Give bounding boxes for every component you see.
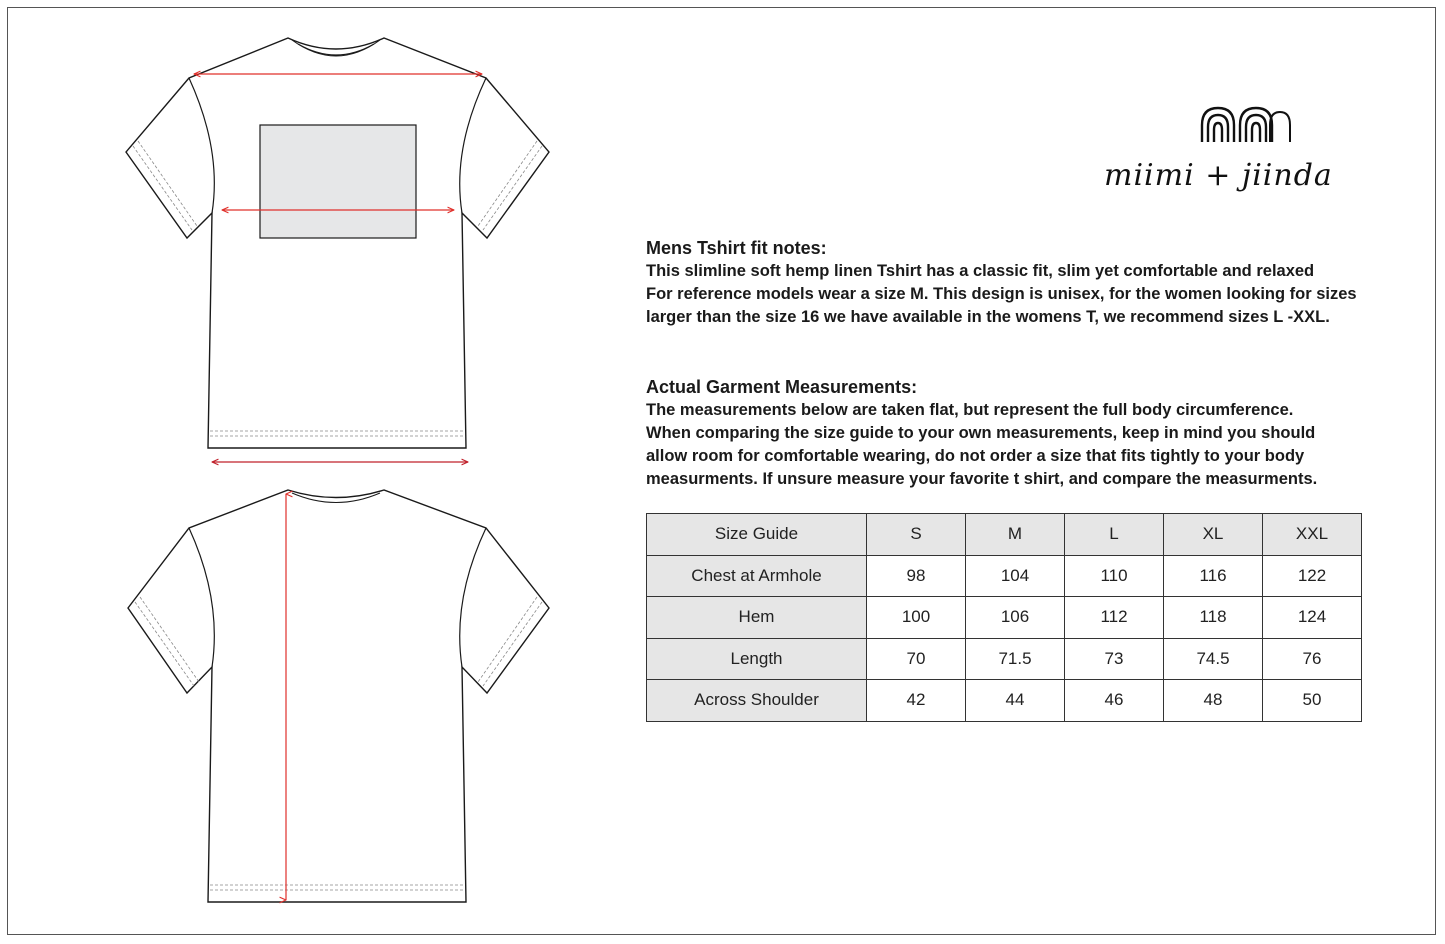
table-cell: 73 bbox=[1065, 638, 1164, 680]
table-header-row bbox=[647, 514, 1362, 556]
table-row bbox=[647, 597, 1362, 639]
fit-notes-title: Mens Tshirt fit notes: bbox=[646, 238, 827, 258]
table-cell: 118 bbox=[1164, 597, 1263, 639]
table-row bbox=[647, 555, 1362, 597]
measurement-notes-section bbox=[646, 376, 1317, 491]
table-row bbox=[647, 680, 1362, 722]
table-cell: 48 bbox=[1164, 680, 1263, 722]
size-guide-table bbox=[646, 513, 1362, 722]
measurement-notes-line: When comparing the size guide to your own measurements, keep in mind you should bbox=[646, 424, 1316, 442]
tshirt-front-diagram bbox=[120, 30, 560, 475]
brand-wordmark: miimi + jiinda bbox=[1104, 158, 1333, 193]
table-header-cell: XXL bbox=[1263, 514, 1362, 556]
fit-notes-section bbox=[646, 237, 1357, 329]
fit-notes-line: For reference models wear a size M. This design is unisex, for the women looking for sizes bbox=[646, 285, 1357, 303]
table-cell: 124 bbox=[1263, 597, 1362, 639]
table-cell: 122 bbox=[1263, 555, 1362, 597]
table-cell: 98 bbox=[867, 555, 966, 597]
table-cell: 74.5 bbox=[1164, 638, 1263, 680]
table-header-cell: M bbox=[966, 514, 1065, 556]
table-cell: 46 bbox=[1065, 680, 1164, 722]
table-cell: 106 bbox=[966, 597, 1065, 639]
table-row-label: Across Shoulder bbox=[647, 680, 867, 722]
table-row-label: Chest at Armhole bbox=[647, 555, 867, 597]
table-cell: 50 bbox=[1263, 680, 1362, 722]
table-cell: 116 bbox=[1164, 555, 1263, 597]
table-cell: 71.5 bbox=[966, 638, 1065, 680]
measurement-notes-line: measurments. If unsure measure your favorite t shirt, and compare the measurments. bbox=[646, 470, 1318, 488]
table-row-label: Length bbox=[647, 638, 867, 680]
back-body-outline bbox=[128, 490, 549, 902]
table-cell: 42 bbox=[867, 680, 966, 722]
table-row-label: Hem bbox=[647, 597, 867, 639]
table-row bbox=[647, 638, 1362, 680]
table-cell: 70 bbox=[867, 638, 966, 680]
table-header-cell: S bbox=[867, 514, 966, 556]
measurement-notes-title: Actual Garment Measurements: bbox=[646, 377, 918, 397]
table-header-cell: XL bbox=[1164, 514, 1263, 556]
table-cell: 76 bbox=[1263, 638, 1362, 680]
measurement-notes-line: The measurements below are taken flat, but represent the full body circumference. bbox=[646, 401, 1294, 419]
table-cell: 112 bbox=[1065, 597, 1164, 639]
fit-notes-line: This slimline soft hemp linen Tshirt has a classic fit, slim yet comfortable and relaxed bbox=[646, 262, 1315, 280]
table-header-cell: Size Guide bbox=[647, 514, 867, 556]
table-cell: 44 bbox=[966, 680, 1065, 722]
table-header-cell: L bbox=[1065, 514, 1164, 556]
rainbow-arches-icon bbox=[1100, 100, 1390, 210]
front-body-outline bbox=[126, 38, 549, 448]
table-cell: 104 bbox=[966, 555, 1065, 597]
tshirt-back-diagram bbox=[120, 480, 560, 910]
table-cell: 100 bbox=[867, 597, 966, 639]
print-area-box bbox=[260, 125, 416, 238]
fit-notes-line: larger than the size 16 we have available in the womens T, we recommend sizes L -XXL. bbox=[646, 308, 1330, 326]
table-cell: 110 bbox=[1065, 555, 1164, 597]
measurement-notes-line: allow room for comfortable wearing, do not order a size that fits tightly to your body bbox=[646, 447, 1305, 465]
